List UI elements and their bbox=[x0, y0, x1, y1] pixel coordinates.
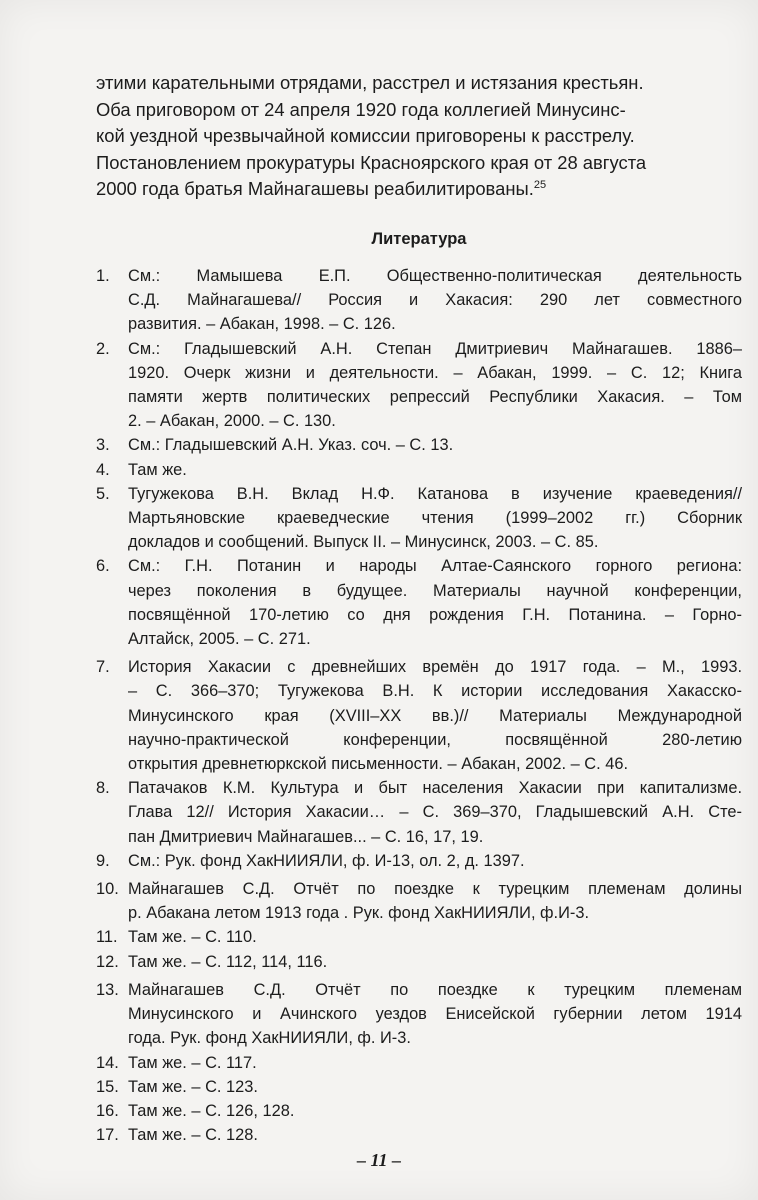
reference-line: Там же. – С. 117. bbox=[128, 1053, 257, 1072]
reference-number: 2. bbox=[96, 339, 110, 358]
reference-line: посвящённой 170-летию со дня рождения Г.Н. Потанина. – Горно- bbox=[128, 605, 742, 624]
reference-line: Майнагашев С.Д. Отчёт по поездке к турецким племенам bbox=[128, 980, 742, 999]
reference-line: История Хакасии с древнейших времён до 1917 года. – М., 1993. bbox=[128, 658, 742, 677]
reference-line: 2. – Абакан, 2000. – С. 130. bbox=[128, 412, 336, 431]
reference-item bbox=[96, 877, 742, 925]
reference-number: 16. bbox=[96, 1101, 119, 1120]
reference-line: Там же. bbox=[128, 460, 187, 479]
reference-line: Там же. – С. 110. bbox=[128, 928, 257, 947]
reference-number: 1. bbox=[96, 267, 110, 285]
reference-item bbox=[96, 925, 742, 949]
reference-number: 9. bbox=[96, 851, 110, 870]
reference-line: См.: Гладышевский А.Н. Указ. соч. – С. 13. bbox=[128, 436, 454, 455]
reference-line: 1920. Очерк жизни и деятельности. – Абакан, 1999. – С. 12; Книга bbox=[128, 363, 742, 382]
reference-item bbox=[96, 458, 742, 482]
paragraph-line: Постановлением прокуратуры Красноярского края от 28 августа bbox=[96, 151, 647, 173]
reference-line: докладов и сообщений. Выпуск II. – Минусинск, 2003. – С. 85. bbox=[128, 533, 599, 552]
reference-item bbox=[96, 849, 742, 873]
body-paragraph bbox=[96, 70, 742, 203]
paragraph-line-last bbox=[96, 176, 742, 203]
reference-number: 12. bbox=[96, 952, 119, 971]
reference-item bbox=[96, 337, 742, 434]
reference-item bbox=[96, 1123, 742, 1147]
reference-number: 8. bbox=[96, 779, 110, 798]
section-heading: Литература bbox=[371, 230, 467, 248]
reference-number: 6. bbox=[96, 557, 110, 576]
reference-number: 3. bbox=[96, 436, 110, 455]
reference-line: Минусинского края (XVIII–XX вв.)// Материалы Международной bbox=[128, 706, 742, 725]
paragraph-line: кой уездной чрезвычайной комиссии приговорены к расстрелу. bbox=[96, 125, 635, 146]
footnote-ref: 25 bbox=[533, 178, 547, 191]
reference-line: Там же. – С. 112, 114, 116. bbox=[128, 952, 328, 971]
reference-line: – С. 366–370; Тугужекова В.Н. К истории исследования Хакасско- bbox=[128, 682, 742, 701]
reference-item bbox=[96, 655, 742, 776]
reference-number: 5. bbox=[96, 484, 110, 503]
reference-number: 7. bbox=[96, 658, 110, 677]
reference-line: научно-практической конференции, посвящённой 280-летию bbox=[128, 730, 742, 749]
reference-number: 14. bbox=[96, 1053, 119, 1072]
reference-item bbox=[96, 1051, 742, 1075]
reference-line: развития. – Абакан, 1998. – С. 126. bbox=[128, 315, 396, 334]
page-number: – 11 – bbox=[356, 1150, 401, 1170]
reference-line: См.: Гладышевский А.Н. Степан Дмитриевич Майнагашев. 1886– bbox=[128, 339, 742, 358]
reference-list bbox=[96, 264, 742, 1147]
reference-line: года. Рук. фонд ХакНИИЯЛИ, ф. И-3. bbox=[128, 1029, 411, 1048]
reference-line: Тугужекова В.Н. Вклад Н.Ф. Катанова в изучение краеведения// bbox=[128, 484, 742, 503]
reference-item bbox=[96, 482, 742, 555]
reference-line: через поколения в будущее. Материалы научной конференции, bbox=[128, 581, 742, 600]
reference-line: См.: Г.Н. Потанин и народы Алтае-Саянского горного региона: bbox=[128, 557, 742, 576]
paragraph-line: Оба приговором от 24 апреля 1920 года коллегией Минусинс- bbox=[96, 98, 626, 120]
reference-number: 11. bbox=[96, 928, 118, 947]
reference-line: р. Абакана летом 1913 года . Рук. фонд ХакНИИЯЛИ, ф.И-3. bbox=[128, 904, 590, 923]
reference-item bbox=[96, 1099, 742, 1123]
paragraph-line: этими карательными отрядами, расстрел и истязания крестьян. bbox=[96, 72, 644, 93]
paragraph-line-text: 2000 года братья Майнагашевы реабилитированы. bbox=[96, 178, 534, 199]
reference-line: Алтайск, 2005. – С. 271. bbox=[128, 630, 311, 649]
reference-item bbox=[96, 433, 742, 457]
reference-line: Минусинского и Ачинского уездов Енисейской губернии летом 1914 bbox=[128, 1005, 742, 1024]
reference-line: Патачаков К.М. Культура и быт населения Хакасии при капитализме. bbox=[128, 779, 742, 798]
reference-item bbox=[96, 554, 742, 651]
reference-line: Там же. – С. 123. bbox=[128, 1077, 258, 1096]
reference-number: 13. bbox=[96, 980, 119, 999]
reference-line: См.: Рук. фонд ХакНИИЯЛИ, ф. И-13, ол. 2, д. 1397. bbox=[128, 851, 525, 870]
reference-line: Майнагашев С.Д. Отчёт по поездке к турецким племенам долины bbox=[128, 880, 742, 899]
reference-number: 4. bbox=[96, 460, 110, 479]
reference-line: Там же. – С. 126, 128. bbox=[128, 1101, 295, 1120]
reference-number: 15. bbox=[96, 1077, 119, 1096]
reference-line: памяти жертв политических репрессий Республики Хакасия. – Том bbox=[128, 388, 742, 407]
reference-line: Мартьяновские краеведческие чтения (1999–2002 гг.) Сборник bbox=[128, 509, 742, 528]
reference-item bbox=[96, 776, 742, 849]
reference-line: открытия древнетюркской письменности. – Абакан, 2002. – С. 46. bbox=[128, 755, 629, 774]
reference-line: пан Дмитриевич Майнагашев... – С. 16, 17, 19. bbox=[128, 827, 484, 846]
reference-item bbox=[96, 1075, 742, 1099]
reference-number: 10. bbox=[96, 880, 119, 899]
reference-item bbox=[96, 978, 742, 1051]
reference-item bbox=[96, 950, 742, 974]
reference-line: См.: Мамышева Е.П. Общественно-политическая деятельность bbox=[128, 267, 742, 285]
reference-line: Там же. – С. 128. bbox=[128, 1126, 258, 1145]
reference-item bbox=[96, 264, 742, 337]
reference-number: 17. bbox=[96, 1126, 119, 1145]
reference-line: Глава 12// История Хакасии… – С. 369–370, Гладышевский А.Н. Сте- bbox=[128, 803, 742, 822]
reference-line: С.Д. Майнагашева// Россия и Хакасия: 290 лет совместного bbox=[128, 291, 742, 310]
